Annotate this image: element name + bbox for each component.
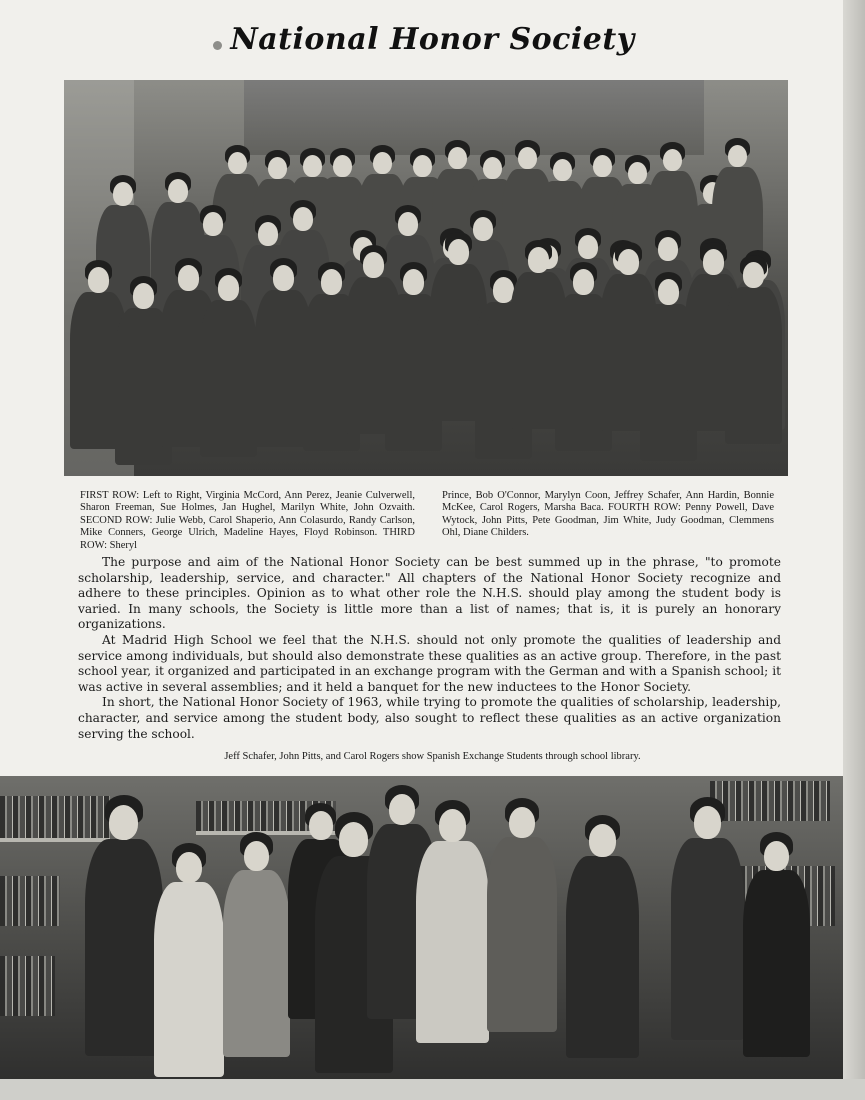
person-head: [203, 212, 223, 236]
person-head: [528, 247, 549, 272]
person-head: [403, 269, 424, 294]
person-head: [658, 279, 679, 304]
person-head: [743, 262, 764, 287]
person-head: [88, 267, 109, 292]
bookshelf-books: [0, 876, 60, 926]
person-head: [389, 794, 415, 825]
page-edge: [843, 0, 865, 1100]
bookshelf-books: [0, 796, 110, 838]
bookshelf-shelf: [0, 838, 110, 842]
article-paragraph: At Madrid High School we feel that the N.H.S. should not only promote the qualities of leadership and service among individuals, but should also demonstrate these qualities as an active group. Therefore, in the past school year, it organized and participated in an exchange program with the German and with a Spanish school; it was active in several assemblies; and it held a banquet for the new inductees to the Honor Society.: [78, 632, 781, 694]
person-head: [518, 147, 537, 170]
person-head: [483, 157, 502, 180]
person-head: [228, 152, 247, 175]
person-head: [273, 265, 294, 290]
page-title: National Honor Society: [230, 22, 635, 57]
person-head: [578, 235, 598, 259]
library-photo: [0, 776, 843, 1079]
article-paragraph: In short, the National Honor Society of 1963, while trying to promote the qualities of scholarship, leadership, character, and service among the student body, also sought to reflect these qualities as an active organization serving the school.: [78, 695, 781, 741]
person-head: [473, 217, 493, 241]
person-head: [133, 283, 154, 308]
person-head: [448, 147, 467, 170]
group-photo-caption-right: Prince, Bob O'Connor, Marylyn Coon, Jeffrey Schafer, Ann Hardin, Bonnie McKee, Carol Rogers, Marsha Baca. FOURTH ROW: Penny Powell, Dave Wytock, John Pitts, Pete Goodman, Jim White, Judy Goodman, Clemmens Ohl, Diane Childers.: [442, 490, 774, 539]
group-photo: [64, 80, 788, 476]
article-body: [78, 555, 781, 742]
person-head: [268, 157, 287, 180]
group-photo-caption-left: FIRST ROW: Left to Right, Virginia McCord, Ann Perez, Jeanie Culverwell, Sharon Freeman, Sue Holmes, Jan Hughel, Marilyn White, John Ozvaith. SECOND ROW: Julie Webb, Carol Shaperio, Ann Colasurdo, Randy Carlson, Mike Conners, George Ulrich, Madeline Hayes, Floyd Robinson. THIRD ROW: Sheryl: [80, 490, 415, 551]
person-head: [413, 155, 432, 178]
person-head: [663, 149, 682, 172]
person-head: [398, 212, 418, 236]
person-head: [258, 222, 278, 246]
person-body: [671, 838, 744, 1041]
person-head: [303, 155, 322, 178]
person-head: [658, 237, 678, 261]
person-head: [321, 269, 342, 294]
bookshelf-books: [0, 956, 55, 1016]
person-body: [154, 882, 224, 1077]
person-head: [553, 159, 572, 182]
person-head: [363, 252, 384, 277]
person-head: [593, 155, 612, 178]
person-head: [176, 852, 202, 883]
person-head: [509, 807, 535, 838]
person-head: [168, 179, 188, 203]
person-head: [178, 265, 199, 290]
person-head: [373, 152, 392, 175]
person-body: [416, 841, 489, 1044]
page-bottom-band: [0, 1079, 865, 1100]
person-head: [333, 155, 352, 178]
person-head: [339, 822, 368, 857]
person-body: [725, 287, 782, 445]
library-photo-caption: Jeff Schafer, John Pitts, and Carol Rogers show Spanish Exchange Students through school library.: [224, 751, 641, 762]
person-body: [200, 300, 257, 458]
person-body: [566, 856, 639, 1059]
person-body: [743, 870, 811, 1058]
photo-backdrop: [244, 80, 704, 155]
person-head: [448, 239, 469, 264]
person-head: [244, 841, 269, 871]
person-head: [218, 275, 239, 300]
person-head: [618, 249, 639, 274]
person-head: [628, 162, 647, 185]
person-head: [439, 809, 466, 841]
article-paragraph: The purpose and aim of the National Honor Society can be best summed up in the phrase, "to promote scholarship, leadership, service, and character." All chapters of the National Honor Society recognize and adhere to these principles. Opinion as to what other role the N.H.S. should play among the student body is varied. In many schools, the Society is little more than a list of names; that is, it is purely an honorary organizations.: [78, 555, 781, 632]
person-head: [694, 806, 721, 838]
bookshelf-books: [710, 781, 830, 821]
person-head: [573, 269, 594, 294]
person-head: [703, 249, 724, 274]
person-body: [487, 837, 557, 1032]
person-head: [113, 182, 133, 206]
person-head: [309, 811, 333, 840]
person-head: [764, 841, 789, 871]
person-body: [85, 839, 163, 1057]
person-head: [293, 207, 313, 231]
person-head: [589, 824, 616, 856]
person-head: [109, 805, 138, 840]
person-body: [223, 870, 291, 1058]
person-head: [728, 145, 747, 168]
